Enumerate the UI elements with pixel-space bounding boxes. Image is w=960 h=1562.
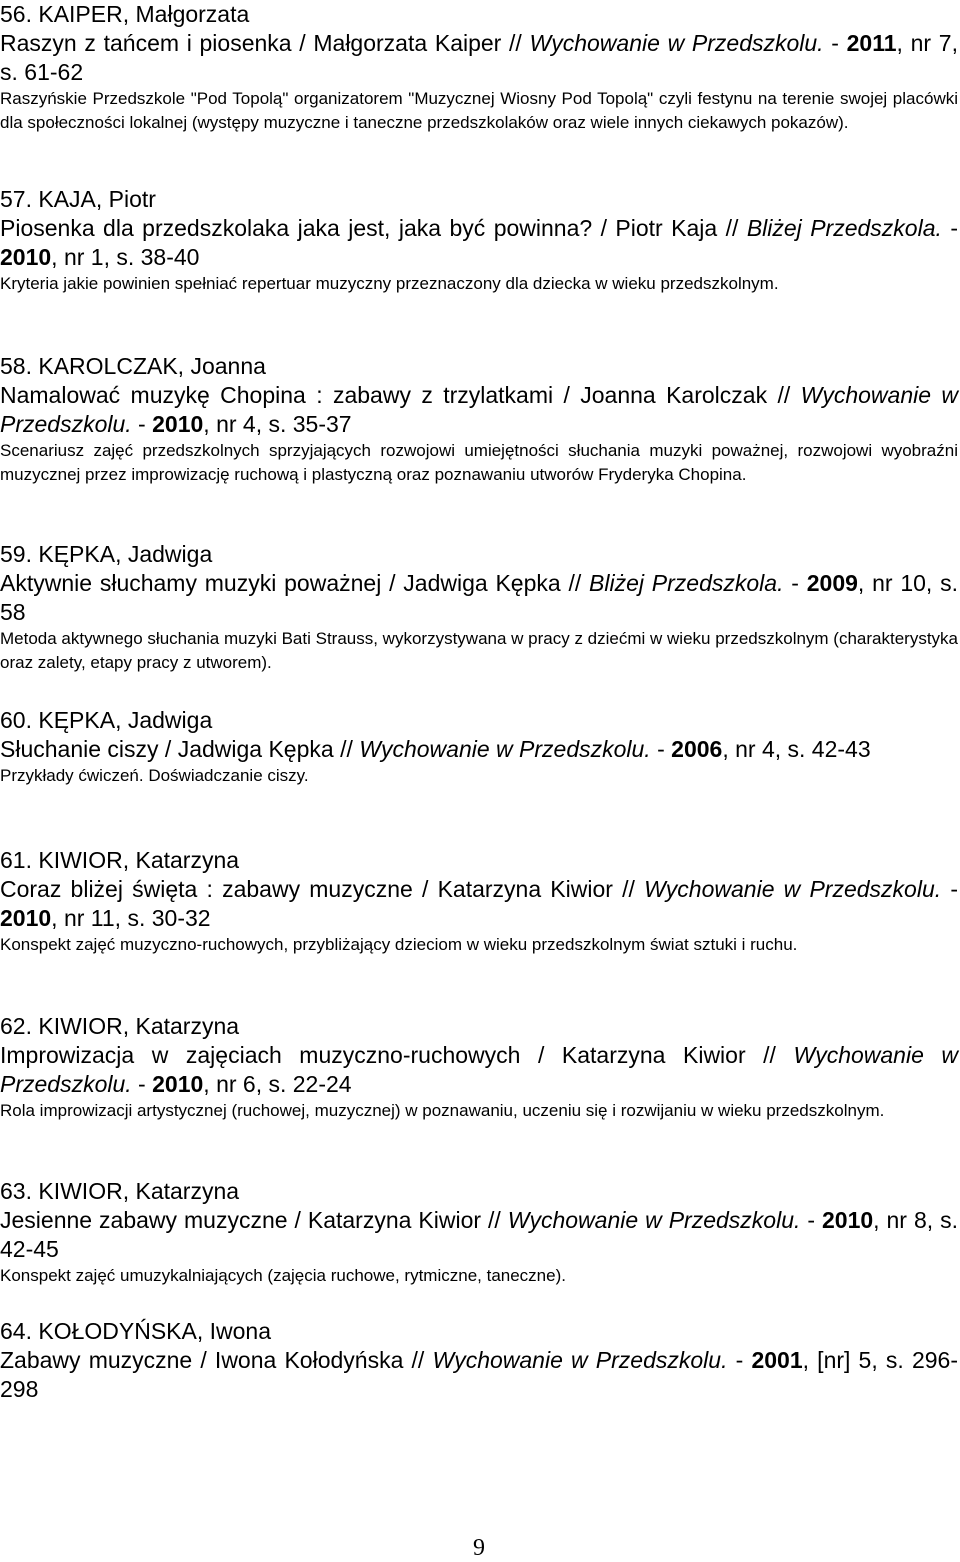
entry-annotation: Przykłady ćwiczeń. Doświadczanie ciszy. [0,766,309,785]
bibliography-entry-61 [0,846,958,957]
entry-title: Namalować muzykę Chopina : zabawy z trzylatkami / Joanna Karolczak // [0,382,791,408]
entry-annotation: Konspekt zajęć muzyczno-ruchowych, przybliżający dzieciom w wieku przedszkolnym świat sztuki i ruchu. [0,935,798,954]
bibliography-entry-64 [0,1317,958,1404]
entry-details: , nr 7, s. 61-62 [0,30,958,85]
entry-title: Piosenka dla przedszkolaka jaka jest, jaka być powinna? / Piotr Kaja // [0,215,739,241]
entry-heading: 60. KĘPKA, Jadwiga [0,707,213,733]
entry-title: Raszyn z tańcem i piosenka / Małgorzata Kaiper // [0,30,522,56]
entry-title: Słuchanie ciszy / Jadwiga Kępka // [0,736,353,762]
entry-citation [0,735,958,764]
entry-title: Zabawy muzyczne / Iwona Kołodyńska // [0,1347,425,1373]
bibliography-entry-58 [0,352,958,487]
entry-heading: 63. KIWIOR, Katarzyna [0,1178,240,1204]
entry-journal: Wychowanie w Przedszkolu. [644,876,942,902]
entry-citation [0,1206,958,1264]
entry-year: 2001 [751,1347,803,1373]
bibliography-entry-63 [0,1177,958,1288]
entry-dash: - [823,30,847,56]
entry-year: 2006 [671,736,723,762]
entry-heading: 62. KIWIOR, Katarzyna [0,1013,240,1039]
entry-journal: Bliżej Przedszkola. [589,570,784,596]
page-number: 9 [473,1535,485,1561]
entry-journal: Wychowanie w Przedszkolu. [432,1347,728,1373]
entry-dash: - [783,570,807,596]
entry-title: Aktywnie słuchamy muzyki poważnej / Jadwiga Kępka // [0,570,582,596]
entry-journal: Wychowanie w Przedszkolu. [507,1207,801,1233]
entry-details: , nr 4, s. 42-43 [722,736,871,762]
entry-annotation: Metoda aktywnego słuchania muzyki Bati Strauss, wykorzystywana w pracy z dziećmi w wieku przedszkolnym (charakterystyka oraz zalety, etapy pracy z utworem). [0,629,959,672]
entry-citation [0,1346,958,1404]
entry-year: 2009 [806,570,858,596]
entry-heading: 58. KAROLCZAK, Joanna [0,353,266,379]
entry-heading: 57. KAJA, Piotr [0,186,156,212]
entry-citation [0,875,958,933]
entry-annotation: Konspekt zajęć umuzykalniających (zajęcia ruchowe, rytmiczne, taneczne). [0,1266,566,1285]
entry-heading: 64. KOŁODYŃSKA, Iwona [0,1318,272,1344]
entry-annotation: Raszyńskie Przedszkole "Pod Topolą" organizatorem "Muzycznej Wiosny Pod Topolą" czyli festynu na terenie swojej placówki dla społeczności lokalnej (występy muzyczne i taneczne przedszkolaków oraz wiele innych ciekawych pokazów). [0,89,958,132]
entry-details: , nr 6, s. 22-24 [203,1071,352,1097]
entry-year: 2010 [0,905,52,931]
entry-heading: 56. KAIPER, Małgorzata [0,1,250,27]
entry-journal: Bliżej Przedszkola. [746,215,942,241]
entry-citation [0,381,958,439]
entry-citation [0,569,958,627]
entry-title: Jesienne zabawy muzyczne / Katarzyna Kiwior // [0,1207,501,1233]
bibliography-entry-57 [0,185,958,296]
entry-details: , nr 8, s. 42-45 [0,1207,958,1262]
entry-journal: Wychowanie w Przedszkolu. [0,1042,959,1097]
entry-year: 2011 [846,30,897,56]
bibliography-entry-59 [0,540,958,675]
entry-title: Improwizacja w zajęciach muzyczno-ruchowych / Katarzyna Kiwior // [0,1042,776,1068]
entry-year: 2010 [0,244,52,270]
entry-dash: - [800,1207,822,1233]
entry-dash: - [131,1071,153,1097]
entry-dash: - [727,1347,752,1373]
entry-journal: Wychowanie w Przedszkolu. [0,382,958,437]
entry-dash: - [131,411,153,437]
entry-journal: Wychowanie w Przedszkolu. [359,736,651,762]
entry-heading: 59. KĘPKA, Jadwiga [0,541,213,567]
entry-year: 2010 [821,1207,874,1233]
entry-dash: - [941,876,958,902]
entry-citation [0,1041,958,1099]
entry-details: , [nr] 5, s. 296-298 [0,1347,958,1402]
entry-details: , nr 4, s. 35-37 [203,411,352,437]
entry-dash: - [650,736,672,762]
bibliography-entry-60 [0,706,958,788]
entry-details: , nr 1, s. 38-40 [51,244,200,270]
entry-dash: - [941,215,958,241]
entry-title: Coraz bliżej święta : zabawy muzyczne / Katarzyna Kiwior // [0,876,635,902]
entry-annotation: Rola improwizacji artystycznej (ruchowej, muzycznej) w poznawaniu, uczeniu się i rozwijaniu w wieku przedszkolnym. [0,1101,885,1120]
entry-heading: 61. KIWIOR, Katarzyna [0,847,240,873]
bibliography-entry-62 [0,1012,958,1123]
bibliography-entry-56 [0,0,958,135]
entry-annotation: Kryteria jakie powinien spełniać repertuar muzyczny przeznaczony dla dziecka w wieku przedszkolnym. [0,274,779,293]
entry-citation [0,29,958,87]
entry-year: 2010 [152,1071,204,1097]
entry-year: 2010 [152,411,204,437]
entry-details: , nr 11, s. 30-32 [51,905,211,931]
entry-annotation: Scenariusz zajęć przedszkolnych sprzyjających rozwojowi umiejętności słuchania muzyki poważnej, rozwojowi wyobraźni muzycznej przez improwizację ruchową i plastyczną oraz poznawaniu utworów Fryderyka Chopina. [0,441,958,484]
entry-citation [0,214,958,272]
entry-details: , nr 10, s. 58 [0,570,958,625]
entry-journal: Wychowanie w Przedszkolu. [529,30,824,56]
